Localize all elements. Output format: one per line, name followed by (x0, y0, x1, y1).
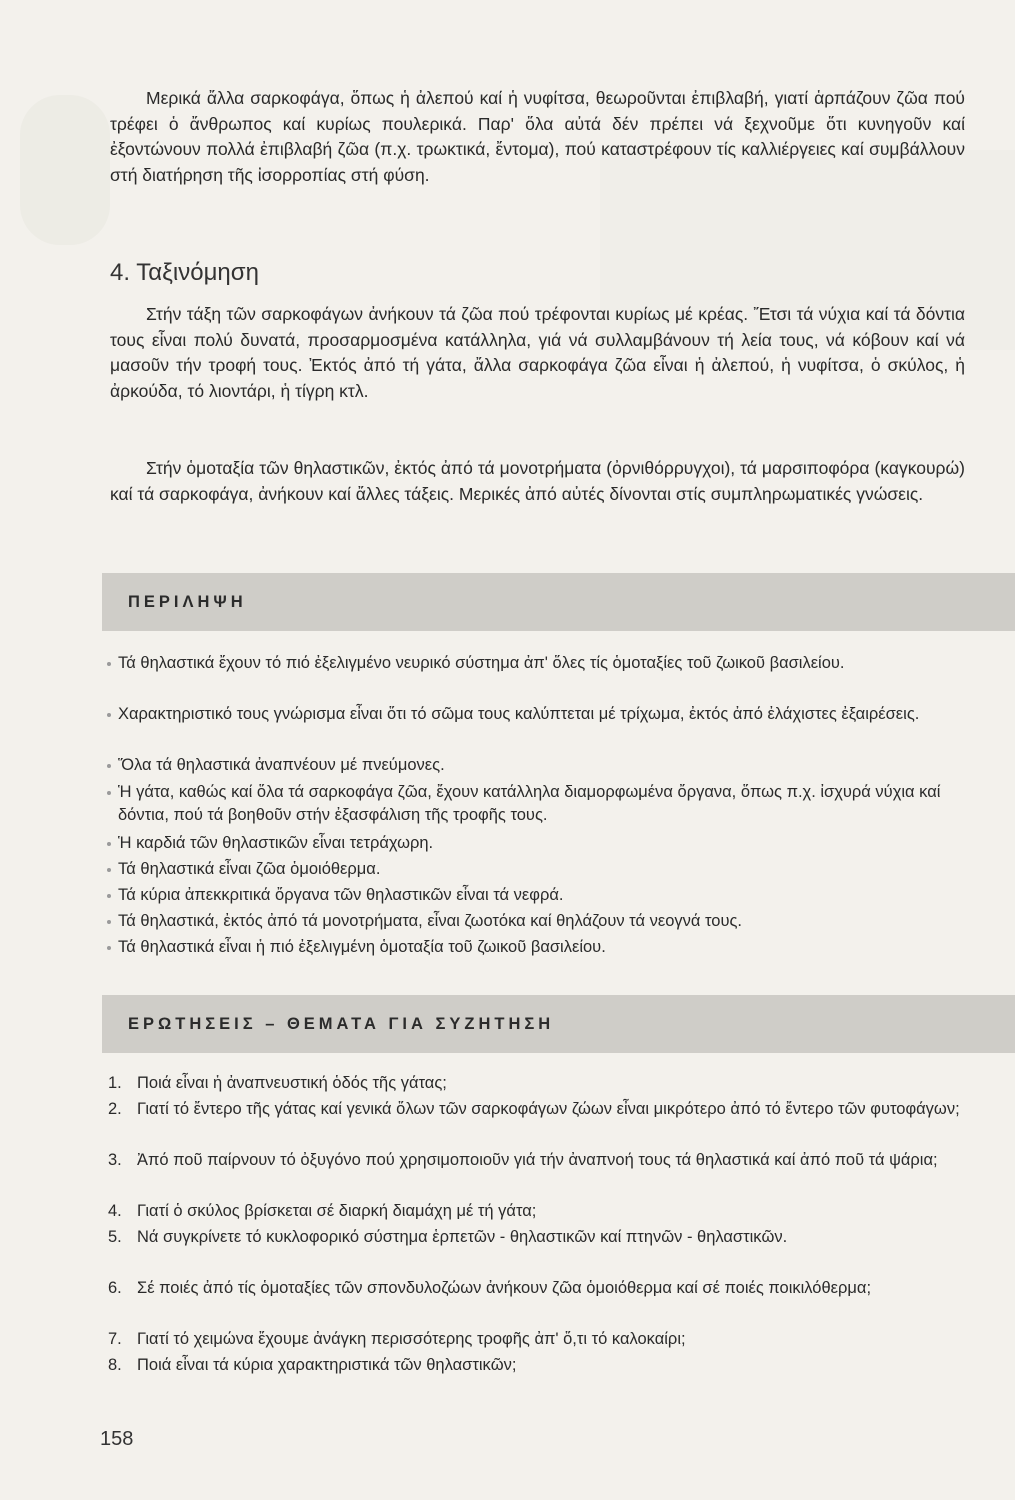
summary-item: Ὅλα τά θηλαστικά ἀναπνέουν μέ πνεύμονες. (118, 754, 968, 777)
summary-item: Χαρακτηριστικό τους γνώρισμα εἶναι ὅτι τό σῶμα τους καλύπτεται μέ τρίχωμα, ἐκτός ἀπό ἐλάχιστες ἐξαιρέσεις. (118, 703, 968, 726)
bullet-dot-icon (107, 791, 111, 795)
bullet-dot-icon (107, 842, 111, 846)
summary-item: Τά θηλαστικά εἶναι ζῶα ὁμοιόθερμα. (118, 858, 968, 881)
summary-item: Τά θηλαστικά, ἐκτός ἀπό τά μονοτρήματα, εἶναι ζωοτόκα καί θηλάζουν τά νεογνά τους. (118, 910, 968, 933)
summary-item: Τά θηλαστικά εἶναι ἡ πιό ἐξελιγμένη ὁμοταξία τοῦ ζωικοῦ βασιλείου. (118, 936, 968, 959)
book-page: Μερικά ἄλλα σαρκοφάγα, ὅπως ἡ ἀλεπού καί ἡ νυφίτσα, θεωροῦνται ἐπιβλαβή, γιατί ἁρπάζουν ζῶα πού τρέφει ὁ ἄνθρωπος καί κυρίως πουλερικά. Παρ' ὅλα αὐτά δέν πρέπει νά ξεχνοῦμε ὅτι κυνηγοῦν καί ἐξοντώνουν πολλά ἐπιβλαβή ζῶα (π.χ. τρωκτικά, ἔντομα), πού καταστρέφουν τίς καλλιέργειες καί συμβάλλουν στή διατήρηση τῆς ἰσορροπίας στή φύση. 4. Ταξινόμηση Στήν τάξη τῶν σαρκοφάγων ἀνήκουν τά ζῶα πού τρέφονται κυρίως μέ κρέας. Ἔτσι τά νύχια καί τά δόντια τους εἶναι πολύ δυνατά, προσαρμοσμένα κατάλληλα, γιά νά συλλαμβάνουν τή λεία τους, νά κόβουν καί νά μασοῦν τήν τροφή τους. Ἐκτός ἀπό τή γάτα, ἄλλα σαρκοφάγα ζῶα εἶναι ἡ ἀλεπού, ἡ νυφίτσα, ὁ σκύλος, ἡ ἀρκούδα, τό λιοντάρι, ἡ τίγρη κτλ. Στήν ὁμοταξία τῶν θηλαστικῶν, ἐκτός ἀπό τά μονοτρήματα (ὀρνιθόρρυγχοι), τά μαρσιποφόρα (καγκουρώ) καί τά σαρκοφάγα, ἀνήκουν καί ἄλλες τάξεις. Μερικές ἀπό αὐτές δίνονται στίς συμπληρωματικές γνώσεις. ΠΕΡΙΛΗΨΗ Τά θηλαστικά ἔχουν τό πιό ἐξελιγμένο νευρικό σύστημα ἀπ' ὅλες τίς ὁμοταξίες τοῦ ζωικοῦ βασιλείου. Χαρακτηριστικό τους γνώρισμα εἶναι ὅτι τό σῶμα τους καλύπτεται μέ τρίχωμα, ἐκτός ἀπό ἐλάχιστες ἐξαιρέσεις. Ὅλα τά θηλαστικά ἀναπνέουν μέ πνεύμονες. Ἡ γάτα, καθώς καί ὅλα τά σαρκοφάγα ζῶα, ἔχουν κατάλληλα διαμορφωμένα ὄργανα, ὅπως π.χ. ἰσχυρά νύχια καί δόντια, πού τά βοηθοῦν στήν ἐξασφάλιση τῆς τροφῆς τους. Ἡ καρδιά τῶν θηλαστικῶν εἶναι τετράχωρη. Τά θηλαστικά εἶναι ζῶα ὁμοιόθερμα. Τά κύρια ἀπεκκριτικά ὄργανα τῶν θηλαστικῶν εἶναι τά νεφρά. Τά θηλαστικά, ἐκτός ἀπό τά μονοτρήματα, εἶναι ζωοτόκα καί θηλάζουν τά νεογνά τους. Τά θηλαστικά εἶναι ἡ πιό ἐξελιγμένη ὁμοταξία τοῦ ζωικοῦ βασιλείου. ΕΡΩΤΗΣΕΙΣ – ΘΕΜΑΤΑ ΓΙΑ ΣΥΖΗΤΗΣΗ 1. Ποιά εἶναι ἡ ἀναπνευστική ὁδός τῆς γάτας; 2. Γιατί τό ἔντερο τῆς γάτας καί γενικά ὅλων τῶν σαρκοφάγων ζώων εἶναι μικρότερο ἀπό τό ἔντερο τῶν φυτοφάγων; 3. Ἀπό ποῦ παίρνουν τό ὀξυγόνο πού χρησιμοποιοῦν γιά τήν ἀναπνοή τους τά θηλαστικά καί ἀπό ποῦ τά ψάρια; 4. Γιατί ὁ σκύλος βρίσκεται σέ διαρκή διαμάχη μέ τή γάτα; 5. Νά συγκρίνετε τό κυκλοφορικό σύστημα ἑρπετῶν - θηλαστικῶν καί πτηνῶν - θηλαστικῶν. 6. Σέ ποιές ἀπό τίς ὁμοταξίες τῶν σπονδυλοζώων ἀνήκουν ζῶα ὁμοιόθερμα καί σέ ποιές ποικιλόθερμα; 7. Γιατί τό χειμώνα ἔχουμε ἀνάγκη περισσότερης τροφῆς ἀπ' ὅ,τι τό καλοκαίρι; 8. Ποιά εἶναι τά κύρια χαρακτηριστικά τῶν θηλαστικῶν; 158 (0, 0, 1015, 1500)
summary-title: ΠΕΡΙΛΗΨΗ (128, 593, 247, 611)
bullet-dot-icon (107, 868, 111, 872)
show-through-shadow (20, 95, 110, 245)
intro-paragraph: Μερικά ἄλλα σαρκοφάγα, ὅπως ἡ ἀλεπού καί ἡ νυφίτσα, θεωροῦνται ἐπιβλαβή, γιατί ἁρπάζουν ζῶα πού τρέφει ὁ ἄνθρωπος καί κυρίως πουλερικά. Παρ' ὅλα αὐτά δέν πρέπει νά ξεχνοῦμε ὅτι κυνηγοῦν καί ἐξοντώνουν πολλά ἐπιβλαβή ζῶα (π.χ. τρωκτικά, ἔντομα), πού καταστρέφουν τίς καλλιέργειες καί συμβάλλουν στή διατήρηση τῆς ἰσορροπίας στή φύση. (110, 88, 965, 185)
summary-item: Ἡ καρδιά τῶν θηλαστικῶν εἶναι τετράχωρη. (118, 832, 968, 855)
bullet-dot-icon (107, 946, 111, 950)
page-number: 158 (100, 1428, 134, 1450)
summary-item: Τά θηλαστικά ἔχουν τό πιό ἐξελιγμένο νευρικό σύστημα ἀπ' ὅλες τίς ὁμοταξίες τοῦ ζωικοῦ βασιλείου. (118, 652, 968, 675)
bullet-dot-icon (107, 713, 111, 717)
questions-title: ΕΡΩΤΗΣΕΙΣ – ΘΕΜΑΤΑ ΓΙΑ ΣΥΖΗΤΗΣΗ (128, 1015, 555, 1033)
bullet-dot-icon (107, 662, 111, 666)
summary-item: Ἡ γάτα, καθώς καί ὅλα τά σαρκοφάγα ζῶα, ἔχουν κατάλληλα διαμορφωμένα ὄργανα, ὅπως π.χ. ἰσχυρά νύχια καί δόντια, πού τά βοηθοῦν στήν ἐξασφάλιση τῆς τροφῆς τους. (118, 781, 968, 827)
bullet-dot-icon (107, 764, 111, 768)
section-heading: 4. Ταξινόμηση (110, 259, 259, 286)
classification-paragraph-2: Στήν ὁμοταξία τῶν θηλαστικῶν, ἐκτός ἀπό τά μονοτρήματα (ὀρνιθόρρυγχοι), τά μαρσιποφόρα (καγκουρώ) καί τά σαρκοφάγα, ἀνήκουν καί ἄλλες τάξεις. Μερικές ἀπό αὐτές δίνονται στίς συμπληρωματικές γνώσεις. (110, 458, 965, 504)
bullet-dot-icon (107, 894, 111, 898)
bullet-dot-icon (107, 920, 111, 924)
summary-item: Τά κύρια ἀπεκκριτικά ὄργανα τῶν θηλαστικῶν εἶναι τά νεφρά. (118, 884, 968, 907)
classification-paragraph-1: Στήν τάξη τῶν σαρκοφάγων ἀνήκουν τά ζῶα πού τρέφονται κυρίως μέ κρέας. Ἔτσι τά νύχια καί τά δόντια τους εἶναι πολύ δυνατά, προσαρμοσμένα κατάλληλα, γιά νά συλλαμβάνουν τή λεία τους, νά κόβουν καί νά μασοῦν τήν τροφή τους. Ἐκτός ἀπό τή γάτα, ἄλλα σαρκοφάγα ζῶα εἶναι ἡ ἀλεπού, ἡ νυφίτσα, ὁ σκύλος, ἡ ἀρκούδα, τό λιοντάρι, ἡ τίγρη κτλ. (110, 304, 965, 401)
